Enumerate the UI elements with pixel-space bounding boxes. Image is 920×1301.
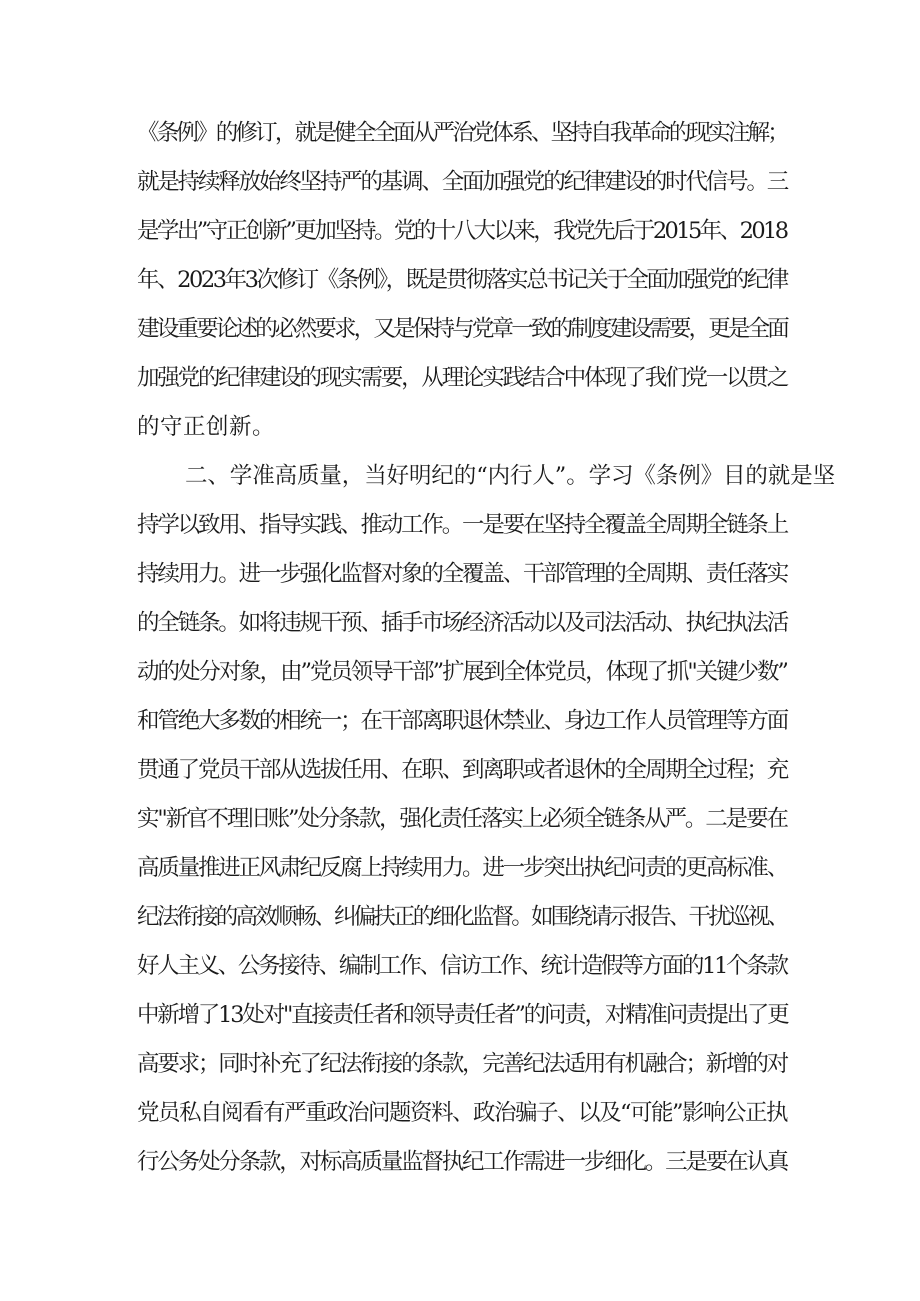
text-line: 年、2023年3次修订《条例》，既是贯彻落实总书记关于全面加强党的纪律: [137, 267, 787, 293]
text-line: 建设重要论述的必然要求，又是保持与党章一致的制度建设需要，更是全面: [137, 316, 788, 342]
text-line: 持学以致用、指导实践、推动工作。一是要在坚持全覆盖全周期全链条上: [137, 512, 788, 538]
text-line: 二、学准高质量，当好明纪的“内行人”。学习《条例》目的就是坚: [185, 463, 836, 489]
text-line: 纪法衔接的高效顺畅、纠偏扶正的细化监督。如围绕请示报告、干扰巡视、: [137, 904, 788, 930]
text-line: 的守正创新。: [137, 414, 276, 440]
text-line: 就是持续释放始终坚持严的基调、全面加强党的纪律建设的时代信号。三: [137, 169, 788, 195]
text-line: 好人主义、公务接待、编制工作、信访工作、统计造假等方面的11个条款: [137, 953, 787, 979]
text-line: 高质量推进正风肃纪反腐上持续用力。进一步突出执纪问责的更高标准、: [137, 855, 788, 881]
text-line: 的全链条。如将违规干预、插手市场经济活动以及司法活动、执纪执法活: [137, 610, 788, 636]
text-line: 和管绝大多数的相统一；在干部离职退休禁业、身边工作人员管理等方面: [137, 708, 788, 734]
text-line: 实"新官不理旧账”处分条款，强化责任落实上必须全链条从严。二是要在: [137, 806, 787, 832]
text-line: 是学出”守正创新”更加坚持。党的十八大以来，我党先后于2015年、2018: [137, 218, 787, 244]
text-line: 高要求；同时补充了纪法衔接的条款，完善纪法适用有机融合；新增的对: [137, 1051, 788, 1077]
text-line: 行公务处分条款，对标高质量监督执纪工作需进一步细化。三是要在认真: [137, 1149, 788, 1175]
text-line: 党员私自阅看有严重政治问题资料、政治骗子、以及“可能”影响公正执: [137, 1100, 788, 1126]
text-line: 加强党的纪律建设的现实需要，从理论实践结合中体现了我们党一以贯之: [137, 365, 788, 391]
text-line: 持续用力。进一步强化监督对象的全覆盖、干部管理的全周期、责任落实: [137, 561, 788, 587]
text-line: 中新增了13处对"直接责任者和领导责任者”的问责，对精准问责提出了更: [137, 1002, 788, 1028]
text-line: 动的处分对象，由”党员领导干部”扩展到全体党员，体现了抓"关键少数”: [137, 659, 787, 685]
text-line: 《条例》的修订，就是健全全面从严治党体系、坚持自我革命的现实注解；: [137, 120, 788, 146]
text-line: 贯通了党员干部从选拔任用、在职、到离职或者退休的全周期全过程；充: [137, 757, 788, 783]
